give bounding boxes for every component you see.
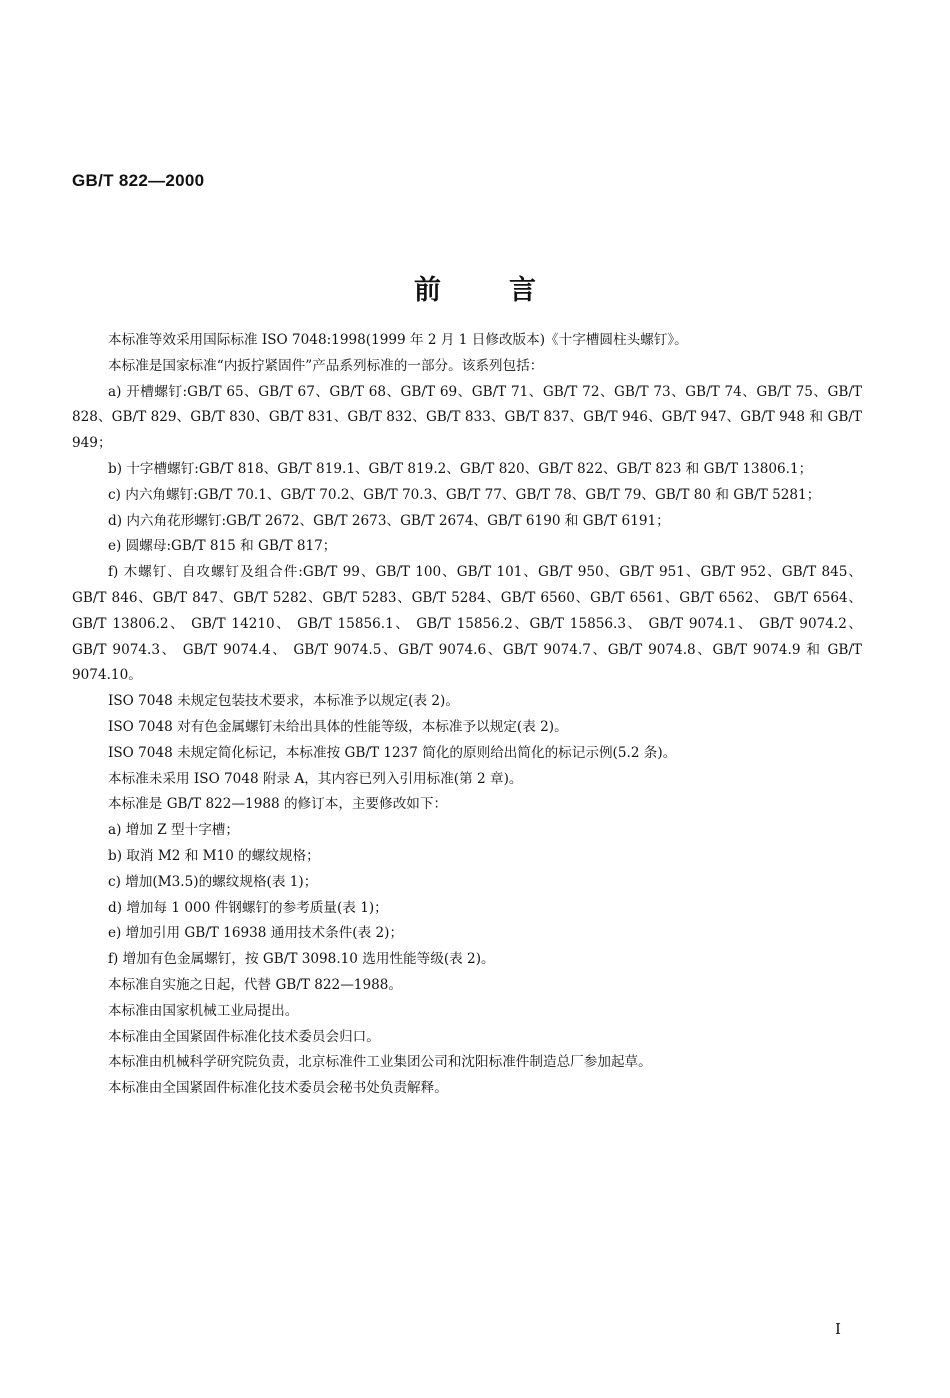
- standard-code: GB/T 822—2000: [72, 171, 205, 190]
- paragraph: ISO 7048 未规定包装技术要求，本标准予以规定(表 2)。: [108, 693, 459, 710]
- paragraph: ISO 7048 对有色金属螺钉未给出具体的性能等级，本标准予以规定(表 2)。: [108, 718, 568, 735]
- list-item: d) 内六角花形螺钉:GB/T 2672、GB/T 2673、GB/T 2674、GB/T 6190 和 GB/T 6191；: [108, 512, 670, 529]
- list-item: c) 增加(M3.5)的螺纹规格(表 1)；: [108, 873, 318, 890]
- list-item: f) 增加有色金属螺钉，按 GB/T 3098.10 选用性能等级(表 2)。: [108, 951, 495, 968]
- list-item: b) 十字槽螺钉:GB/T 818、GB/T 819.1、GB/T 819.2、GB/T 820、GB/T 822、GB/T 823 和 GB/T 13806.1；: [108, 460, 813, 477]
- list-item: a) 增加 Z 型十字槽；: [108, 822, 239, 839]
- paragraph: ISO 7048 未规定简化标记，本标准按 GB/T 1237 简化的原则给出简化的标记示例(5.2 条)。: [108, 744, 677, 761]
- paragraph: 本标准由机械科学研究院负责，北京标准件工业集团公司和沈阳标准件制造总厂参加起草。: [108, 1054, 652, 1071]
- paragraph: 本标准是国家标准“内扳拧紧固件”产品系列标准的一部分。该系列包括：: [108, 357, 544, 374]
- paragraph: 本标准由全国紧固件标准化技术委员会秘书处负责解释。: [108, 1080, 448, 1097]
- page-number: I: [835, 1320, 841, 1338]
- paragraph: 本标准自实施之日起，代替 GB/T 822—1988。: [108, 976, 402, 993]
- list-item: a) 开槽螺钉:GB/T 65、GB/T 67、GB/T 68、GB/T 69、GB/T 71、GB/T 72、GB/T 73、GB/T 74、GB/T 75、GB/T 828、GB/T 829、GB/T 830、GB/T 831、GB/T 832、GB/T 833、GB/T 837、GB/T 946、GB/T 947、GB/T 948 和 GB/T 949；: [72, 383, 862, 452]
- list-item: d) 增加每 1 000 件钢螺钉的参考质量(表 1)；: [108, 899, 388, 916]
- paragraph: 本标准未采用 ISO 7048 附录 A，其内容已列入引用标准(第 2 章)。: [108, 770, 523, 787]
- paragraph: 本标准由国家机械工业局提出。: [108, 1002, 299, 1019]
- list-item: c) 内六角螺钉:GB/T 70.1、GB/T 70.2、GB/T 70.3、GB/T 77、GB/T 78、GB/T 79、GB/T 80 和 GB/T 5281；: [108, 486, 821, 503]
- page-title: 前言: [414, 275, 604, 306]
- paragraph: 本标准等效采用国际标准 ISO 7048:1998(1999 年 2 月 1 日修改版本)《十字槽圆柱头螺钉》。: [108, 332, 688, 348]
- list-item: b) 取消 M2 和 M10 的螺纹规格；: [108, 847, 320, 864]
- list-item: e) 增加引用 GB/T 16938 通用技术条件(表 2)；: [108, 925, 404, 942]
- paragraph: 本标准由全国紧固件标准化技术委员会归口。: [108, 1028, 380, 1045]
- preface-body: [72, 328, 862, 1102]
- paragraph: 本标准是 GB/T 822—1988 的修订本，主要修改如下：: [108, 796, 448, 813]
- list-item: e) 圆螺母:GB/T 815 和 GB/T 817；: [108, 538, 337, 555]
- list-item: f) 木螺钉、自攻螺钉及组合件:GB/T 99、GB/T 100、GB/T 101、GB/T 950、GB/T 951、GB/T 952、GB/T 845、GB/T 846、GB/T 847、GB/T 5282、GB/T 5283、GB/T 5284、GB/T 6560、GB/T 6561、GB/T 6562、 GB/T 6564、 GB/T 13806.2、 GB/T 14210、 GB/T 15856.1、 GB/T 15856.2、GB/T 15856.3、 GB/T 9074.1、 GB/T 9074.2、 GB/T 9074.3、 GB/T 9074.4、 GB/T 9074.5、GB/T 9074.6、GB/T 9074.7、GB/T 9074.8、GB/T 9074.9 和 GB/T 9074.10。: [72, 564, 862, 684]
